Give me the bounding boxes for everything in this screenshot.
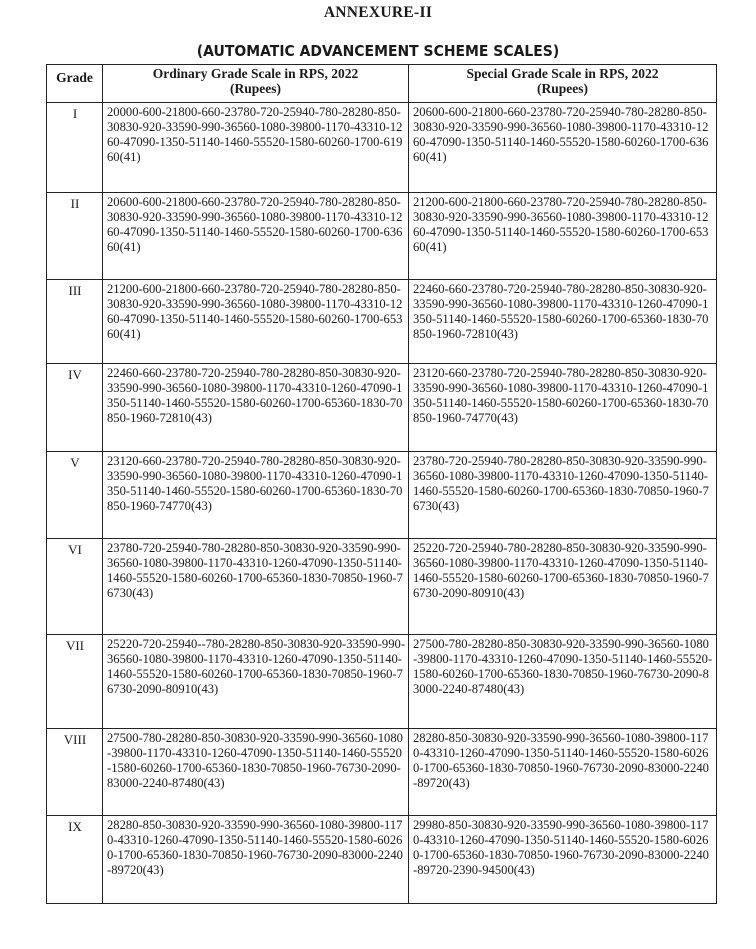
grade-cell: VIII [47, 729, 103, 816]
table-row [47, 452, 717, 539]
table-row [47, 539, 717, 635]
table-header-row [47, 65, 717, 103]
grade-cell: II [47, 193, 103, 280]
table-row [47, 729, 717, 816]
table-row [47, 635, 717, 729]
ordinary-scale-cell: 21200-600-21800-660-23780-720-25940-780-28280-850-30830-920-33590-990-36560-1080-39800-1170-43310-1260-47090-1350-51140-1460-55520-1580-60260-1700-65360(41) [103, 280, 409, 364]
annexure-title: ANNEXURE-II [323, 4, 433, 21]
table-row [47, 280, 717, 364]
ordinary-scale-cell: 25220-720-25940--780-28280-850-30830-920-33590-990-36560-1080-39800-1170-43310-1260-47090-1350-51140-1460-55520-1580-60260-1700-65360-1830-70850-1960-76730-2090-80910(43) [103, 635, 409, 729]
ordinary-scale-cell: 28280-850-30830-920-33590-990-36560-1080-39800-1170-43310-1260-47090-1350-51140-1460-55520-1580-60260-1700-65360-1830-70850-1960-76730-2090-83000-2240-89720(43) [103, 816, 409, 904]
special-header-line2: (Rupees) [537, 81, 588, 96]
ordinary-header-line1: Ordinary Grade Scale in RPS, 2022 [152, 66, 359, 81]
grade-cell: IX [47, 816, 103, 904]
grade-cell: IV [47, 364, 103, 452]
grade-cell: I [47, 103, 103, 193]
ordinary-scale-cell: 20000-600-21800-660-23780-720-25940-780-28280-850-30830-920-33590-990-36560-1080-39800-1170-43310-1260-47090-1350-51140-1460-55520-1580-60260-1700-61960(41) [103, 103, 409, 193]
ordinary-scale-cell: 23120-660-23780-720-25940-780-28280-850-30830-920-33590-990-36560-1080-39800-1170-43310-1260-47090-1350-51140-1460-55520-1580-60260-1700-65360-1830-70850-1960-74770(43) [103, 452, 409, 539]
ordinary-header-line2: (Rupees) [230, 81, 281, 96]
special-header-line1: Special Grade Scale in RPS, 2022 [466, 66, 659, 81]
special-scale-cell: 20600-600-21800-660-23780-720-25940-780-28280-850-30830-920-33590-990-36560-1080-39800-1170-43310-1260-47090-1350-51140-1460-55520-1580-60260-1700-63660(41) [409, 103, 717, 193]
special-scale-cell: 25220-720-25940-780-28280-850-30830-920-33590-990-36560-1080-39800-1170-43310-1260-47090-1350-51140-1460-55520-1580-60260-1700-65360-1830-70850-1960-76730-2090-80910(43) [409, 539, 717, 635]
table-row [47, 103, 717, 193]
ordinary-scale-cell: 22460-660-23780-720-25940-780-28280-850-30830-920-33590-990-36560-1080-39800-1170-43310-1260-47090-1350-51140-1460-55520-1580-60260-1700-65360-1830-70850-1960-72810(43) [103, 364, 409, 452]
ordinary-scale-cell: 23780-720-25940-780-28280-850-30830-920-33590-990-36560-1080-39800-1170-43310-1260-47090-1350-51140-1460-55520-1580-60260-1700-65360-1830-70850-1960-76730(43) [103, 539, 409, 635]
grade-cell: VI [47, 539, 103, 635]
table-row [47, 364, 717, 452]
scale-table [46, 64, 717, 904]
special-scale-column-header [409, 65, 717, 103]
special-scale-cell: 23780-720-25940-780-28280-850-30830-920-33590-990-36560-1080-39800-1170-43310-1260-47090-1350-51140-1460-55520-1580-60260-1700-65360-1830-70850-1960-76730(43) [409, 452, 717, 539]
special-scale-cell: 23120-660-23780-720-25940-780-28280-850-30830-920-33590-990-36560-1080-39800-1170-43310-1260-47090-1350-51140-1460-55520-1580-60260-1700-65360-1830-70850-1960-74770(43) [409, 364, 717, 452]
grade-cell: III [47, 280, 103, 364]
special-scale-cell: 21200-600-21800-660-23780-720-25940-780-28280-850-30830-920-33590-990-36560-1080-39800-1170-43310-1260-47090-1350-51140-1460-55520-1580-60260-1700-65360(41) [409, 193, 717, 280]
table-row [47, 193, 717, 280]
grade-column-header: Grade [47, 65, 103, 103]
special-scale-cell: 27500-780-28280-850-30830-920-33590-990-36560-1080-39800-1170-43310-1260-47090-1350-51140-1460-55520-1580-60260-1700-65360-1830-70850-1960-76730-2090-83000-2240-87480(43) [409, 635, 717, 729]
annexure-subtitle: (AUTOMATIC ADVANCEMENT SCHEME SCALES) [196, 42, 560, 60]
ordinary-scale-column-header [103, 65, 409, 103]
table-body [47, 103, 717, 904]
ordinary-scale-cell: 27500-780-28280-850-30830-920-33590-990-36560-1080-39800-1170-43310-1260-47090-1350-51140-1460-55520-1580-60260-1700-65360-1830-70850-1960-76730-2090-83000-2240-87480(43) [103, 729, 409, 816]
grade-cell: V [47, 452, 103, 539]
ordinary-scale-cell: 20600-600-21800-660-23780-720-25940-780-28280-850-30830-920-33590-990-36560-1080-39800-1170-43310-1260-47090-1350-51140-1460-55520-1580-60260-1700-63660(41) [103, 193, 409, 280]
table-row [47, 816, 717, 904]
special-scale-cell: 28280-850-30830-920-33590-990-36560-1080-39800-1170-43310-1260-47090-1350-51140-1460-55520-1580-60260-1700-65360-1830-70850-1960-76730-2090-83000-2240-89720(43) [409, 729, 717, 816]
special-scale-cell: 29980-850-30830-920-33590-990-36560-1080-39800-1170-43310-1260-47090-1350-51140-1460-55520-1580-60260-1700-65360-1830-70850-1960-76730-2090-83000-2240-89720-2390-94500(43) [409, 816, 717, 904]
special-scale-cell: 22460-660-23780-720-25940-780-28280-850-30830-920-33590-990-36560-1080-39800-1170-43310-1260-47090-1350-51140-1460-55520-1580-60260-1700-65360-1830-70850-1960-72810(43) [409, 280, 717, 364]
grade-cell: VII [47, 635, 103, 729]
